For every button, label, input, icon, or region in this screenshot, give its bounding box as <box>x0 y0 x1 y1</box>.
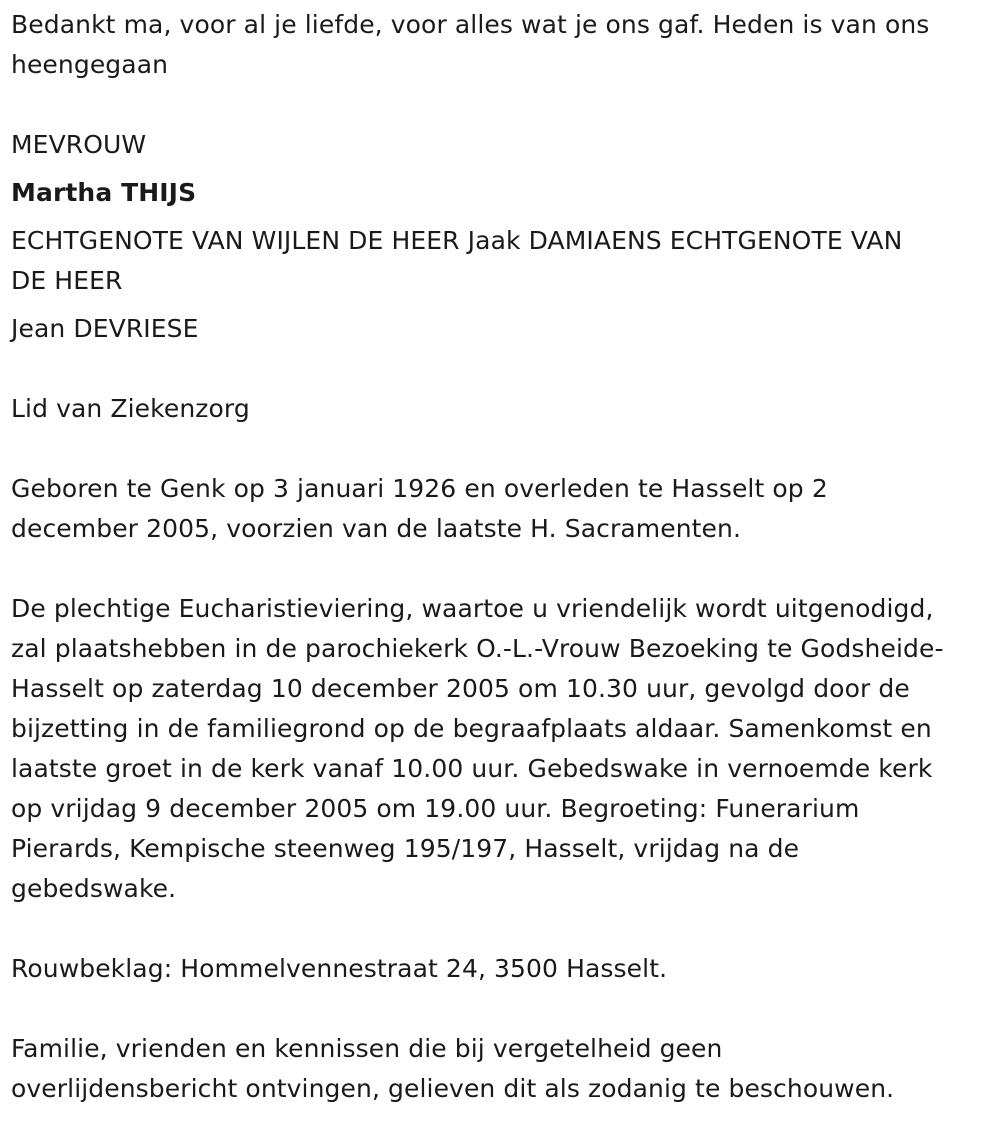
death-notice <box>11 5 993 1109</box>
text-line: Geboren te Genk op 3 januari 1926 en overleden te Hasselt op 2 <box>11 474 828 503</box>
spacer <box>11 165 993 173</box>
text-line: Pierards, Kempische steenweg 195/197, Hasselt, vrijdag na de <box>11 834 800 863</box>
text-line: gebedswake. <box>11 874 177 903</box>
text-line: heengegaan <box>11 50 169 79</box>
spacer <box>11 549 993 589</box>
condolence-address: Rouwbeklag: Hommelvennestraat 24, 3500 Hasselt. <box>11 954 668 983</box>
membership: Lid van Ziekenzorg <box>11 394 250 423</box>
spacer <box>11 349 993 389</box>
text-line: op vrijdag 9 december 2005 om 19.00 uur. Begroeting: Funerarium <box>11 794 860 823</box>
text-line: december 2005, voorzien van de laatste H. Sacramenten. <box>11 514 742 543</box>
salutation: MEVROUW <box>11 130 147 159</box>
text-line: DE HEER <box>11 266 123 295</box>
text-line: ECHTGENOTE VAN WIJLEN DE HEER Jaak DAMIAENS ECHTGENOTE VAN <box>11 226 903 255</box>
deceased-name: Martha THIJS <box>11 178 197 207</box>
spacer <box>11 85 993 125</box>
spacer <box>11 429 993 469</box>
text-line: overlijdensbericht ontvingen, gelieven dit als zodanig te beschouwen. <box>11 1074 895 1103</box>
spouse-name: Jean DEVRIESE <box>11 314 199 343</box>
relation-paragraph <box>11 221 993 301</box>
intro-paragraph <box>11 5 993 85</box>
spacer <box>11 909 993 949</box>
closing-paragraph <box>11 1029 993 1109</box>
text-line: Bedankt ma, voor al je liefde, voor alles wat je ons gaf. Heden is van ons <box>11 10 930 39</box>
birth-death-paragraph <box>11 469 993 549</box>
text-line: De plechtige Eucharistieviering, waartoe u vriendelijk wordt uitgenodigd, <box>11 594 934 623</box>
spacer <box>11 213 993 221</box>
text-line: laatste groet in de kerk vanaf 10.00 uur. Gebedswake in vernoemde kerk <box>11 754 933 783</box>
text-line: zal plaatshebben in de parochiekerk O.-L.-Vrouw Bezoeking te Godsheide- <box>11 634 944 663</box>
text-line: bijzetting in de familiegrond op de begraafplaats aldaar. Samenkomst en <box>11 714 932 743</box>
spacer <box>11 989 993 1029</box>
spacer <box>11 301 993 309</box>
text-line: Hasselt op zaterdag 10 december 2005 om 10.30 uur, gevolgd door de <box>11 674 910 703</box>
text-line: Familie, vrienden en kennissen die bij vergetelheid geen <box>11 1034 723 1063</box>
ceremony-paragraph <box>11 589 993 909</box>
